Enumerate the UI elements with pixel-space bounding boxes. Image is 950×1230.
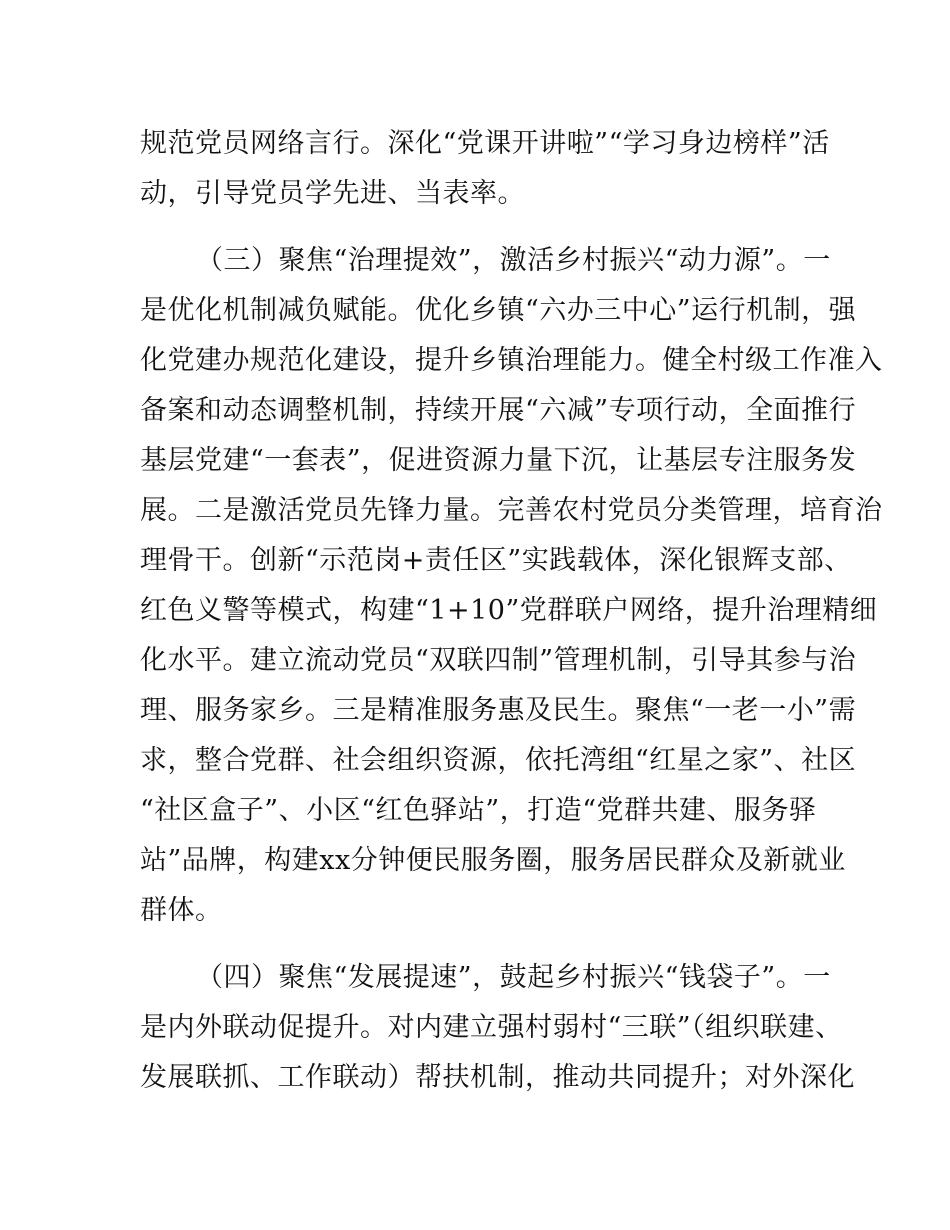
paragraph-line: 站”品牌，构建xx分钟便民服务圈，服务居民群众及新就业 <box>140 845 846 876</box>
paragraph-line: 理、服务家乡。三是精准服务惠及民生。聚焦“一老一小”需 <box>140 695 857 726</box>
paragraph-line: 是内外联动促提升。对内建立强村弱村“三联”（组织联建、 <box>140 1012 843 1043</box>
paragraph-line: 备案和动态调整机制，持续开展“六减”专项行动，全面推行 <box>140 395 857 426</box>
paragraph-line: 红色义警等模式，构建“1+10”党群联户网络，提升治理精细 <box>140 595 878 626</box>
paragraph-line: 动，引导党员学先进、当表率。 <box>140 178 525 209</box>
paragraph-line: 化党建办规范化建设，提升乡镇治理能力。健全村级工作准入 <box>140 345 883 376</box>
paragraph-line: 展。二是激活党员先锋力量。完善农村党员分类管理，培育治 <box>140 495 883 526</box>
paragraph-line: 理骨干。创新“示范岗+责任区”实践载体，深化银辉支部、 <box>140 545 852 576</box>
paragraph-line: 基层党建“一套表”，促进资源力量下沉，让基层专注服务发 <box>140 445 857 476</box>
paragraph-line: “社区盒子”、小区“红色驿站”，打造“党群共建、服务驿 <box>140 795 817 826</box>
paragraph-line: 群体。 <box>140 895 223 926</box>
paragraph-line: 化水平。建立流动党员“双联四制”管理机制，引导其参与治 <box>140 645 857 676</box>
paragraph-line: 发展联抓、工作联动）帮扶机制，推动共同提升；对外深化 <box>140 1062 855 1093</box>
paragraph-line: 规范党员网络言行。深化“党课开讲啦”“学习身边榜样”活 <box>140 128 830 159</box>
paragraph-line: 求，整合党群、社会组织资源，依托湾组“红星之家”、社区 <box>140 745 857 776</box>
section-heading-line: （四）聚焦“发展提速”，鼓起乡村振兴“钱袋子”。一 <box>196 962 831 993</box>
section-heading-line: （三）聚焦“治理提效”，激活乡村振兴“动力源”。一 <box>196 245 831 276</box>
paragraph-line: 是优化机制减负赋能。优化乡镇“六办三中心”运行机制，强 <box>140 295 857 326</box>
